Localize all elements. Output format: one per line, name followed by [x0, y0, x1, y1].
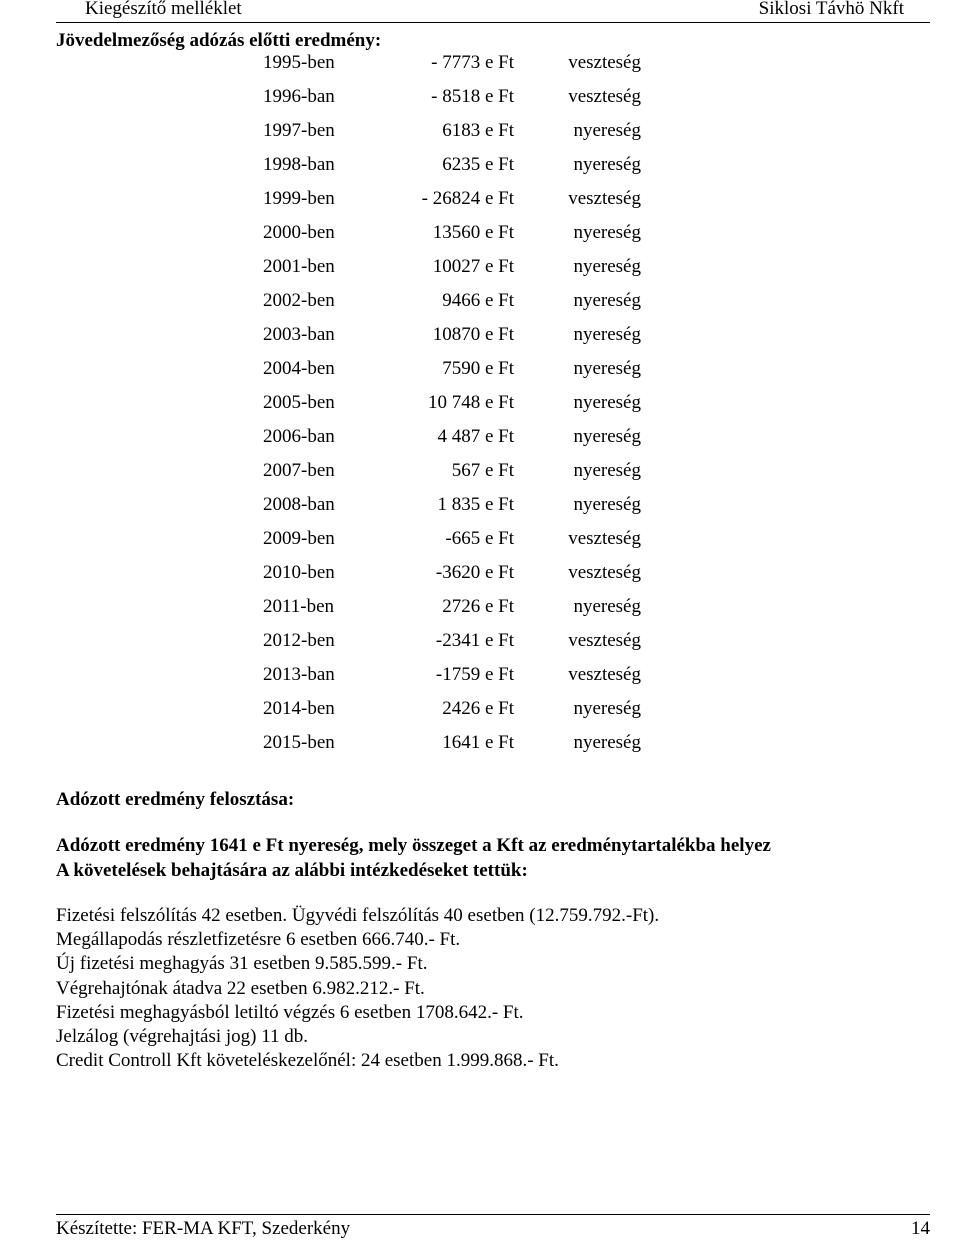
- header-divider: [56, 22, 930, 23]
- row-year: 2003-ban: [263, 324, 335, 345]
- distribution-statement: Adózott eredmény 1641 e Ft nyereség, mely összeget a Kft az eredménytartalékba helyez: [56, 835, 771, 856]
- row-year: 2006-ban: [263, 426, 335, 447]
- row-result-type: nyereség: [573, 596, 641, 617]
- row-amount: 1641 e Ft: [442, 732, 514, 753]
- row-amount: -1759 e Ft: [435, 664, 514, 685]
- row-result-type: nyereség: [573, 460, 641, 481]
- row-result-type: nyereség: [573, 154, 641, 175]
- row-amount: 6183 e Ft: [442, 120, 514, 141]
- table-row: [0, 494, 960, 528]
- table-row: [0, 426, 960, 460]
- row-result-type: nyereség: [573, 324, 641, 345]
- list-item: Végrehajtónak átadva 22 esetben 6.982.212.- Ft.: [56, 977, 425, 999]
- row-result-type: veszteség: [568, 562, 641, 583]
- page-number: 14: [911, 1218, 930, 1239]
- row-result-type: veszteség: [568, 86, 641, 107]
- row-result-type: nyereség: [573, 120, 641, 141]
- row-result-type: nyereség: [573, 392, 641, 413]
- row-year: 2009-ben: [263, 528, 335, 549]
- row-amount: 567 e Ft: [451, 460, 514, 481]
- table-row: [0, 120, 960, 154]
- row-year: 2010-ben: [263, 562, 335, 583]
- row-result-type: nyereség: [573, 222, 641, 243]
- row-result-type: nyereség: [573, 256, 641, 277]
- row-amount: 1 835 e Ft: [437, 494, 514, 515]
- table-row: [0, 358, 960, 392]
- row-amount: -665 e Ft: [445, 528, 514, 549]
- table-row: [0, 392, 960, 426]
- row-year: 2005-ben: [263, 392, 335, 413]
- row-result-type: nyereség: [573, 494, 641, 515]
- table-row: [0, 596, 960, 630]
- table-row: [0, 154, 960, 188]
- table-row: [0, 222, 960, 256]
- row-amount: - 8518 e Ft: [431, 86, 514, 107]
- row-amount: 10 748 e Ft: [427, 392, 514, 413]
- row-amount: 10870 e Ft: [432, 324, 514, 345]
- table-row: [0, 256, 960, 290]
- row-amount: 4 487 e Ft: [437, 426, 514, 447]
- row-year: 2008-ban: [263, 494, 335, 515]
- row-year: 2002-ben: [263, 290, 335, 311]
- table-row: [0, 562, 960, 596]
- list-item: Fizetési meghagyásból letiltó végzés 6 esetben 1708.642.- Ft.: [56, 1001, 524, 1023]
- distribution-section-title: Adózott eredmény felosztása:: [56, 789, 295, 810]
- row-result-type: veszteség: [568, 52, 641, 73]
- row-amount: - 26824 e Ft: [421, 188, 514, 209]
- footer-divider: [56, 1214, 930, 1215]
- table-row: [0, 664, 960, 698]
- row-year: 1997-ben: [263, 120, 335, 141]
- row-year: 2012-ben: [263, 630, 335, 651]
- row-year: 1999-ben: [263, 188, 335, 209]
- row-year: 2001-ben: [263, 256, 335, 277]
- row-result-type: nyereség: [573, 290, 641, 311]
- table-row: [0, 86, 960, 120]
- row-result-type: veszteség: [568, 664, 641, 685]
- list-item: Új fizetési meghagyás 31 esetben 9.585.599.- Ft.: [56, 953, 428, 975]
- row-result-type: nyereség: [573, 698, 641, 719]
- row-amount: 13560 e Ft: [432, 222, 514, 243]
- row-year: 2013-ban: [263, 664, 335, 685]
- row-amount: 10027 e Ft: [432, 256, 514, 277]
- measures-intro: A követelések behajtására az alábbi intézkedéseket tettük:: [56, 860, 528, 881]
- row-year: 1996-ban: [263, 86, 335, 107]
- row-year: 2014-ben: [263, 698, 335, 719]
- list-item: Megállapodás részletfizetésre 6 esetben 666.740.- Ft.: [56, 929, 461, 951]
- list-item: Fizetési felszólítás 42 esetben. Ügyvédi felszólítás 40 esetben (12.759.792.-Ft).: [56, 905, 660, 926]
- table-row: [0, 324, 960, 358]
- row-result-type: veszteség: [568, 630, 641, 651]
- row-result-type: nyereség: [573, 426, 641, 447]
- row-amount: -2341 e Ft: [435, 630, 514, 651]
- row-amount: 7590 e Ft: [442, 358, 514, 379]
- row-amount: -3620 e Ft: [435, 562, 514, 583]
- list-item: Credit Controll Kft követeléskezelőnél: 24 esetben 1.999.868.- Ft.: [56, 1050, 559, 1072]
- row-amount: 9466 e Ft: [442, 290, 514, 311]
- row-result-type: veszteség: [568, 188, 641, 209]
- footer-author: Készítette: FER-MA KFT, Szederkény: [56, 1218, 351, 1239]
- row-year: 2007-ben: [263, 460, 335, 481]
- income-table: [0, 52, 960, 766]
- row-year: 2000-ben: [263, 222, 335, 243]
- table-row: [0, 630, 960, 664]
- table-row: [0, 698, 960, 732]
- row-result-type: nyereség: [573, 358, 641, 379]
- row-amount: 6235 e Ft: [442, 154, 514, 175]
- row-result-type: veszteség: [568, 528, 641, 549]
- row-amount: 2426 e Ft: [442, 698, 514, 719]
- row-year: 2011-ben: [263, 596, 335, 617]
- row-amount: 2726 e Ft: [442, 596, 514, 617]
- header-left-title: Kiegészítő melléklet: [85, 0, 242, 19]
- table-row: [0, 188, 960, 222]
- measures-list: [56, 904, 659, 1073]
- table-row: [0, 732, 960, 766]
- table-row: [0, 460, 960, 494]
- row-year: 2015-ben: [263, 732, 335, 753]
- row-year: 1998-ban: [263, 154, 335, 175]
- table-row: [0, 528, 960, 562]
- income-section-title: Jövedelmezőség adózás előtti eredmény:: [56, 30, 382, 51]
- list-item: Jelzálog (végrehajtási jog) 11 db.: [56, 1025, 309, 1047]
- page-header: [0, 0, 960, 22]
- row-year: 1995-ben: [263, 52, 335, 73]
- row-result-type: nyereség: [573, 732, 641, 753]
- header-right-company: Siklosi Távhö Nkft: [758, 0, 904, 19]
- table-row: [0, 290, 960, 324]
- row-year: 2004-ben: [263, 358, 335, 379]
- row-amount: - 7773 e Ft: [431, 52, 514, 73]
- table-row: [0, 52, 960, 86]
